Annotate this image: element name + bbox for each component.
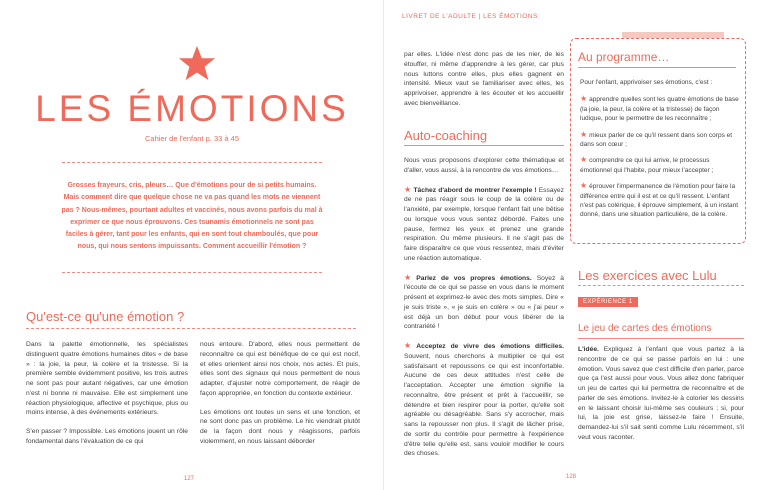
paragraph: Les émotions ont toutes un sens et une fonction, et ne sont donc pas un problème. Le hic viendrait plutôt de la façon dont nous y réagissons, parfois violemment, en nous laissant déborder [200,408,360,445]
divider-top [62,162,322,163]
page-number: 128 [566,474,577,480]
star-icon: ★ [580,94,588,104]
tip-item: ★ Tâchez d'abord de montrer l'exemple ! Essayez de ne pas réagir sous le coup de la colère ou de l'anxiété, par exemple, lorsque l'enfant fait une bêtise ou lorsque vous vous sentez débordé. Faites une pause, fermez les yeux et prenez une grande respiration. Ou même plusieurs. Il ne s'agit pas de faire disparaître ce que vous ressentez, mais d'éviter une réaction automatique. [404,184,564,262]
column-2 [200,340,360,456]
programme-rule [578,67,736,68]
experience-rule [578,338,744,339]
programme-body [580,78,740,220]
exercises-title: Les exercices avec Lulu [578,268,717,283]
page-number: 127 [184,476,195,482]
list-item: ★ apprendre quelles sont les quatre émotions de base (la joie, la peur, la colère et la tristesse) de façon ludique, pour le permettre de les reconnaître ; [580,94,739,123]
experience-badge: EXPÉRIENCE 1 [578,297,638,307]
star-icon: ★ [580,129,588,139]
auto-coaching-title: Auto-coaching [404,128,488,143]
paragraph: Dans la palette émotionnelle, les spécialistes distinguent quatre émotions humaines dites « de base » : la joie, la peur, la colère et la tristesse. Si la première semble évidemment positive, les trois autres ne sont pas pour autant négatives, car une émotion n'est ni bonne ni mauvaise. Elle est simplement une réaction physiologique, affective et psychique, plus ou moins intense, à des événements extérieurs. [26,341,188,417]
list-item: ★ comprendre ce qui lui arrive, le processus émotionnel qui l'habite, pour mieux l'accepter ; [580,155,714,174]
paragraph: Nous vous proposons d'explorer cette thématique et d'aller, vous aussi, à la rencontre de vos émotions… [404,157,564,174]
auto-coaching-rule [404,145,564,146]
tip-item: ★ Parlez de vos propres émotions. Soyez à l'écoute de ce qui se passe en vous dans le moment présent et exprimez-le avec des mots simples. Dire « je suis triste », « je suis en colère » ou « j'ai peur » est déjà un bon début pour vous libérer de la contrariété ! [404,272,564,331]
section-title: Qu'est-ce qu'une émotion ? [26,309,185,324]
page-title: LES ÉMOTIONS [35,88,349,129]
running-head: LIVRET DE L'ADULTE | LES ÉMOTIONS [402,13,538,20]
list-item: ★ mieux parler de ce qu'il ressent dans son corps et dans son cœur ; [580,129,733,149]
paragraph: L'idée. Expliquez à l'enfant que vous partez à la rencontre de ce qui se passe parfois en lui : une émotion. Vous savez que c'est difficile d'en parler, parce que ça l'est aussi pour vous. Vous allez donc fabriquer un jeu de cartes qui lui permettra de reconnaître et de parler de ses émotions. Invitez-le à colorier les dessins en le laissant choisir lui-même ses couleurs ; si, pour lui, la joie est grise, laissez-le faire ! Ensuite, demandez-lui s'il sait senti comme Lulu récemment, s'il veut vous raconter. [578,346,744,441]
paragraph: nous entoure. D'abord, elles nous permettent de reconnaître ce qui est bénéfique de ce qui est nocif, et elles orientent ainsi nos choix, nos actes. Et puis, elles sont des signaux qui nous permettent de nous adapter, d'ajuster notre comportement, de réagir de façon appropriée, en fonction du contexte extérieur. [200,341,360,397]
section-rule [26,328,356,329]
programme-title: Au programme… [578,50,670,64]
list-item: ★ éprouver l'impermanence de l'émotion pour faire la différence entre qui il est et ce qu'il ressent. L'enfant n'est pas colérique, il éprouve simplement, à un instant donné, dans une situation particulière, de la colère. [580,181,739,219]
paragraph: S'en passer ? Impossible. Les émotions jouent un rôle fondamental dans l'évaluation de ce qui [26,428,188,445]
auto-coaching-body [404,156,564,468]
column-3-top: par elles. L'idée n'est donc pas de les nier, de les étouffer, ni même d'apprendre à les gérer, car plus nous luttons contre elles, plus elles gagnent en intensité. Mieux vaut se familiariser avec elles, les apprivoiser, apprendre à les écouter et les accueillir avec bienveillance. [404,51,564,107]
programme-intro: Pour l'enfant, apprivoiser ses émotions, c'est : [580,79,713,86]
column-1 [26,340,188,456]
star-icon: ★ [404,272,415,282]
page-subtitle: Cahier de l'enfant p. 33 à 45 [145,134,239,143]
experience-body [578,345,744,452]
divider-bottom [62,272,322,273]
intro-text: Grosses frayeurs, cris, pleurs… Que d'émotions pour de si petits humains. Mais comment dire que quelque chose ne va pas quand les mots ne viennent pas ? Nous-mêmes, pourtant adultes et vaccinés, nous avons parfois du mal à exprimer ce que nous éprouvons. Ces tsunamis émotionnels ne sont pas faciles à gérer, tant pour les enfants, qui en sont tout chamboulés, que pour nous, qui nous sentons impuissants. Comment accueillir l'émotion ? [61,182,323,251]
experience-title: Le jeu de cartes des émotions [578,323,712,334]
star-icon: ★ [404,341,415,350]
exercises-rule [578,285,744,286]
tip-item: ★ Acceptez de vivre des émotions difficiles. Souvent, nous cherchons à multiplier ce qui est satisfaisant et repoussons ce qui est inconfortable. Aucune de ces deux attitudes n'est celle de l'acceptation. Accepter une émotion signifie la reconnaître, être présent et prêt à l'accueillir, se détendre et bien respirer pour la porter, qu'elle soit agréable ou désagréable. Sans s'y accrocher, mais sans la repousser non plus. Il s'agit de lâcher prise, de sortir du contrôle pour permettre à l'expérience d'être telle qu'elle est, sans vouloir modifier le cours des choses. [404,341,565,458]
star-icon: ★ [404,184,412,194]
star-icon [178,44,216,82]
star-icon: ★ [580,155,588,165]
star-icon: ★ [580,181,588,191]
